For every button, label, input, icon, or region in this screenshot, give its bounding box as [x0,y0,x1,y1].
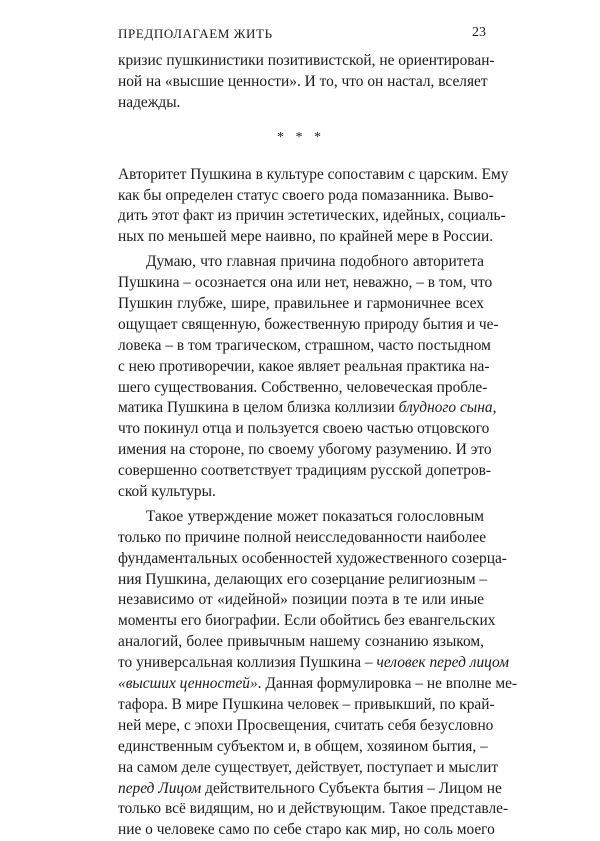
text-line: тафора. В мире Пушкина человек – привыкший, по край- [118,695,495,713]
text-line: только по причине полной неисследованности наиболее [118,528,487,546]
text-line: фундаментальных особенностей художественного созерца- [118,549,507,567]
text-line: что покинул отца и пользуется своею частью отцовского [118,420,490,438]
text-line: как бы определен статус своего рода помазанника. Выво- [118,186,494,204]
text-line: ния Пушкина, делающих его созерцание религиозным – [118,570,488,588]
body-text [118,51,518,841]
text-line: только всё видящим, но и действующим. Такое представле- [118,800,509,818]
running-title: ПРЕДПОЛАГАЕМ ЖИТЬ [118,26,273,41]
text-line: ской культуры. [118,483,216,501]
italic-phrase: человек перед лицом [376,654,509,672]
text-line: ловека – в том трагическом, страшном, часто постыдном [118,336,491,354]
italic-phrase: перед Лицом [118,779,202,797]
text-line: матика Пушкина в целом близка коллизии блудного сына, [118,399,497,417]
text-line: имения на стороне, по своему убогому разумению. И это [118,441,492,459]
text-line: ных по меньшей мере наивно, по крайней мере в России. [118,228,494,246]
text-line: ной на «высшие ценности». И то, что он настал, вселяет [118,72,488,90]
italic-phrase: блудного сына [398,399,493,417]
text-line: Такое утверждение может показаться голословным [146,507,484,525]
text-line: ощущает священную, божественную природу бытия и че- [118,315,499,333]
text-line: совершенно соответствует традициям русской допетров- [118,462,492,480]
page-number: 23 [472,25,486,40]
text-line: кризис пушкинистики позитивистской, не ориентирован- [118,52,495,69]
text-line: дить этот факт из причин эстетических, идейных, социаль- [118,207,506,225]
text-line: моменты его биографии. Если обойтись без евангельских [118,612,496,630]
text-line: независимо от «идейной» позиции поэта в те или иные [118,591,484,609]
text-line: ней мере, с эпохи Просвещения, считать себя безусловно [118,716,494,734]
text-line: надежды. [118,93,181,111]
text-line: Думаю, что главная причина подобного авторитета [146,253,484,271]
text-line: то универсальная коллизия Пушкина – человек перед лицом [118,654,509,672]
text-line: с нею противоречии, какое являет реальная практика на- [118,357,490,375]
text-line: Пушкин глубже, шире, правильнее и гармоничнее всех [118,295,484,313]
italic-phrase: «высших ценностей» [118,675,258,693]
text-line: шего существования. Собственно, человеческая пробле- [118,378,488,396]
text-line: единственным субъектом и, в общем, хозяином бытия, – [118,737,488,755]
section-separator: * * * [277,129,325,145]
text-line: ние о человеке само по себе старо как мир, но соль моего [118,821,495,839]
text-line: Пушкина – осознается она или нет, неважно, – в том, что [118,274,493,292]
text-line: перед Лицом действительного Субъекта бытия – Лицом не [118,779,502,797]
text-line: аналогий, более привычным нашему сознанию языком, [118,633,484,651]
text-line: Авторитет Пушкина в культуре сопоставим с царским. Ему [118,165,509,183]
text-line: на самом деле существует, действует, поступает и мыслит [118,758,499,776]
text-line: «высших ценностей». Данная формулировка – не вполне ме- [118,675,518,693]
